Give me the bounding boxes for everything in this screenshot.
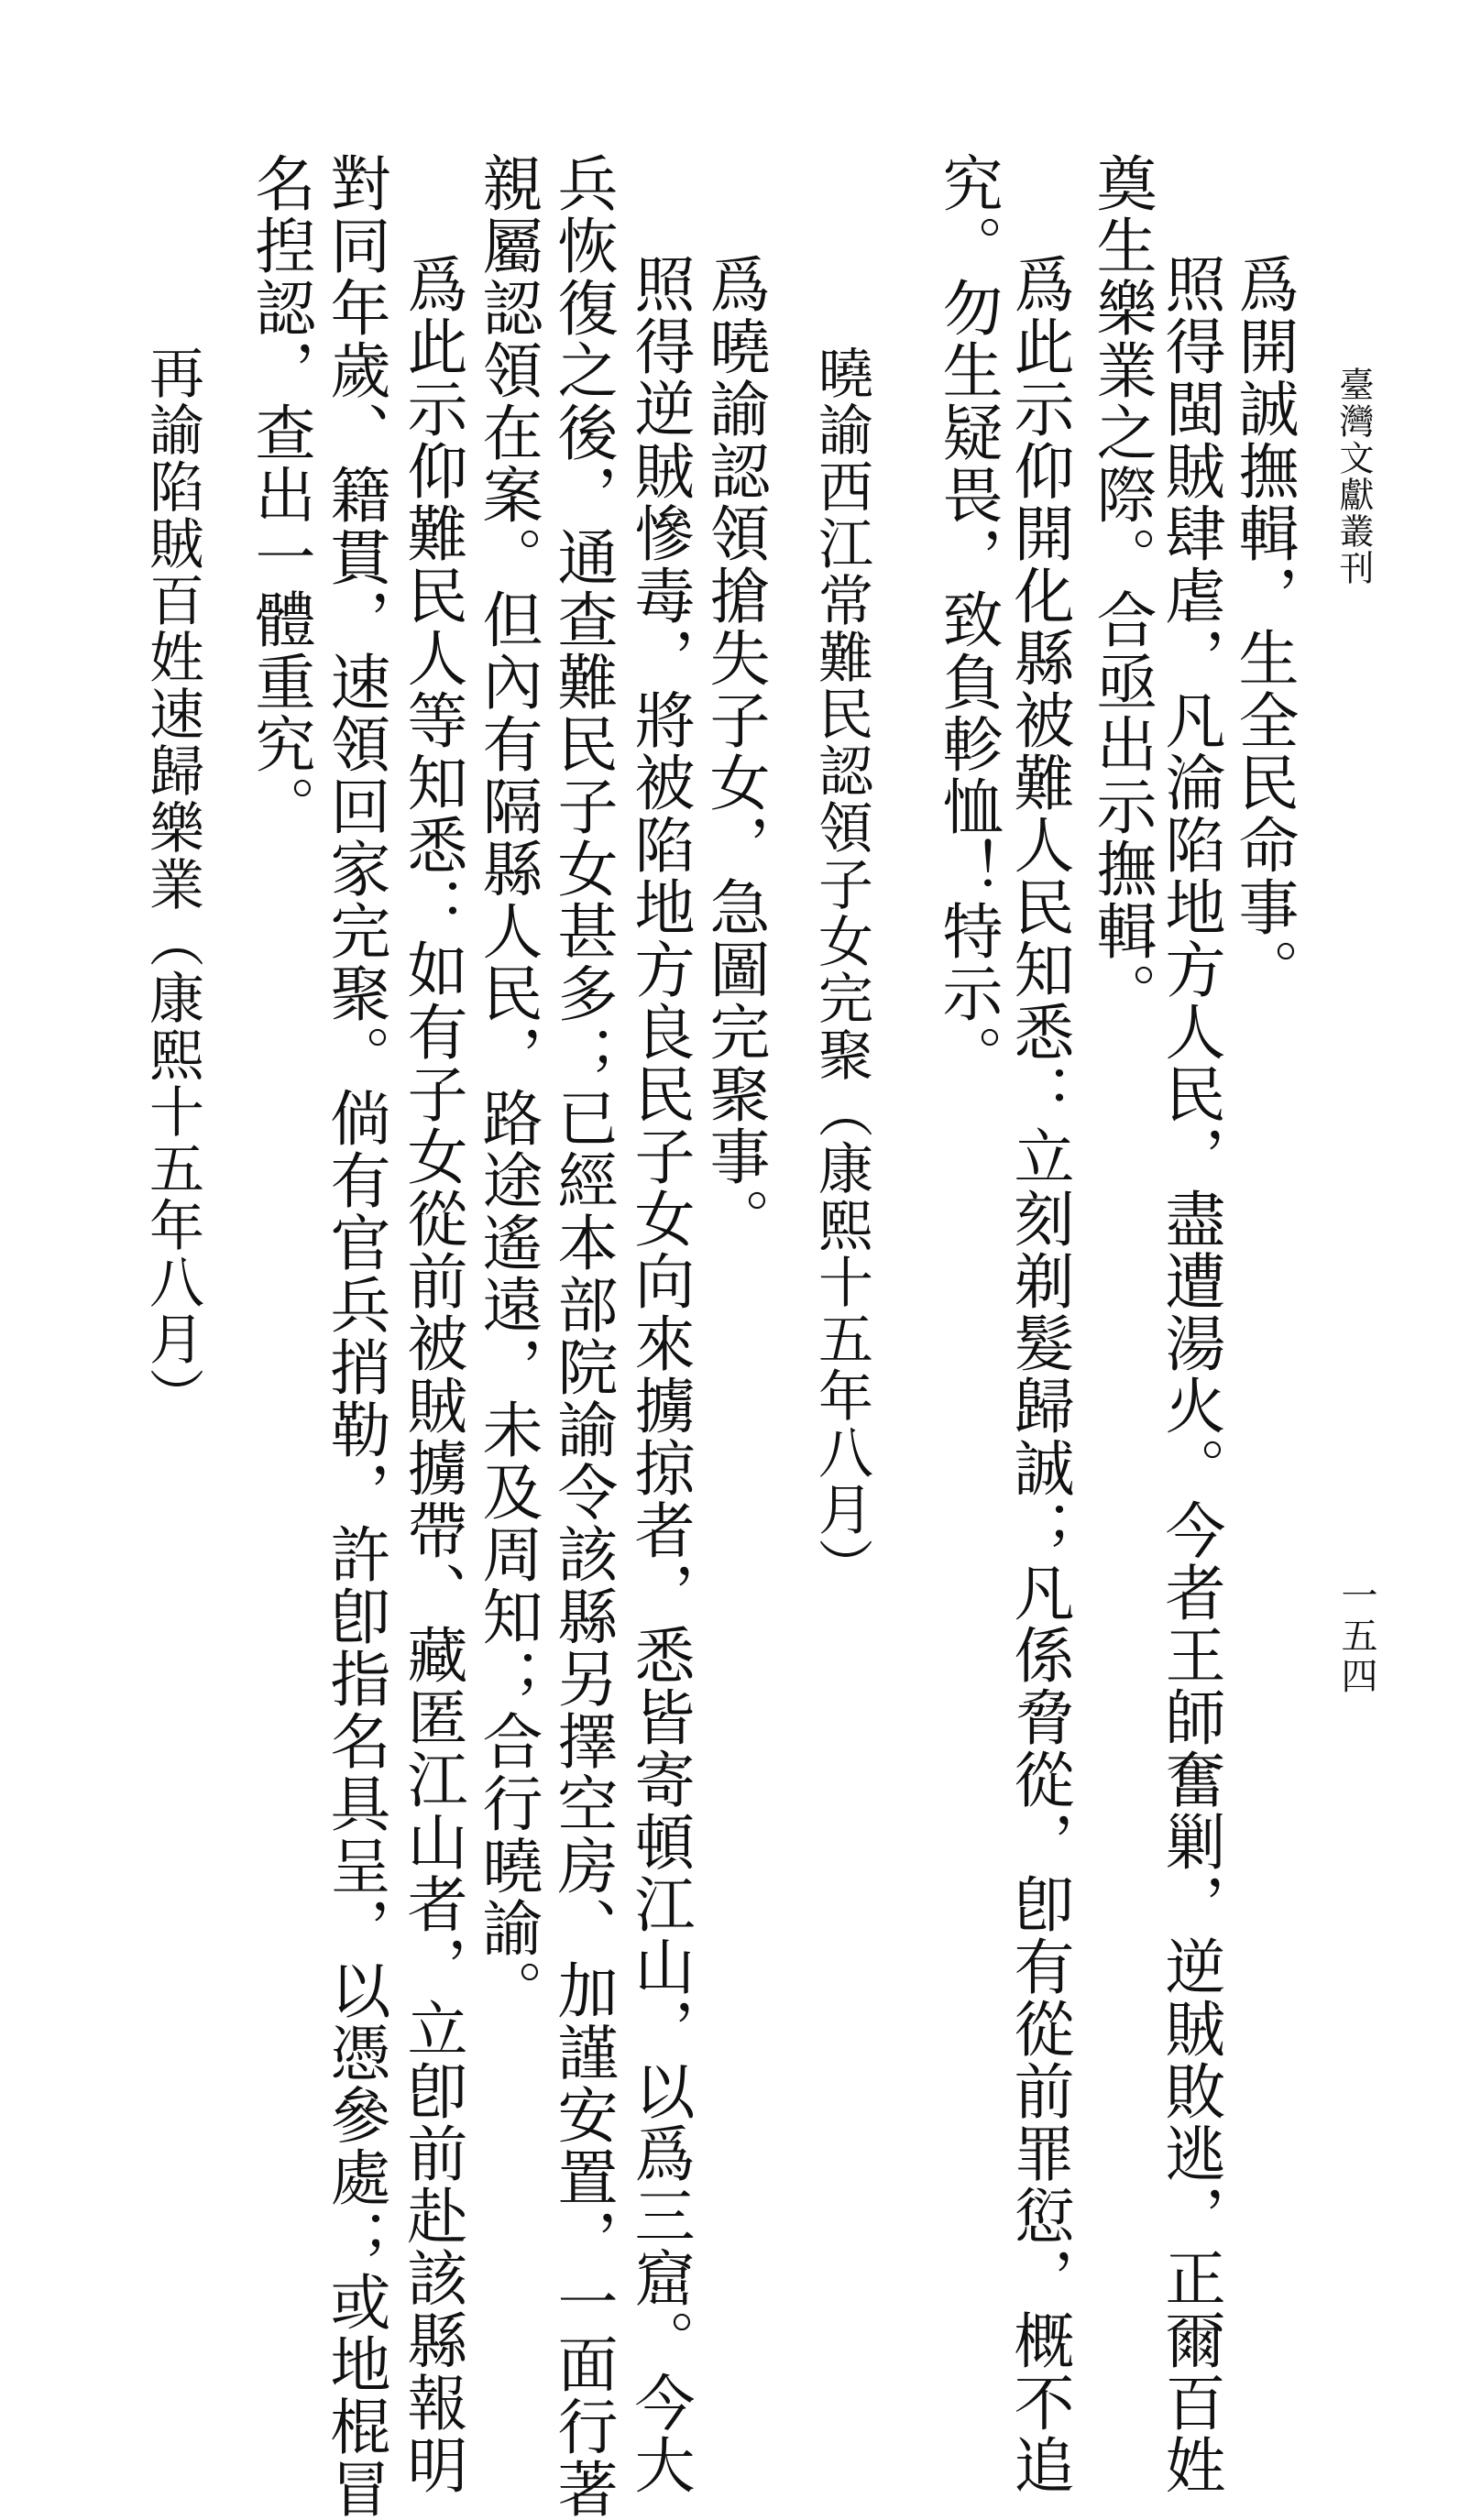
section2-line-3: 兵恢復之後，通查難民子女甚多；已經本部院諭令該縣另擇空房、加謹安置，一面行著 bbox=[547, 152, 618, 2520]
section1-line-1: 爲開誠撫輯，生全民命事。 bbox=[1228, 253, 1299, 1001]
section1-line-5: 究。勿生疑畏，致負軫恤！特示。 bbox=[932, 152, 1003, 1087]
section2-line-2: 照得逆賊慘毒，將被陷地方良民子女向來擄掠者，悉皆寄頓江山，以爲三窟。今大 bbox=[624, 253, 695, 2496]
section2-title: 曉諭西江常難民認領子女完聚（康熙十五年八月） bbox=[809, 345, 873, 1594]
page-number: 一五四 bbox=[1335, 1576, 1377, 1697]
running-title: 臺灣文獻叢刊 bbox=[1333, 367, 1374, 586]
section1-line-2: 照得閩賊肆虐，凡淪陷地方人民，盡遭湯火。今者王師奮剿，逆賊敗逃，正爾百姓 bbox=[1155, 253, 1225, 2496]
section2-line-6: 對同年歲、籍貫，速領回家完聚。倘有官兵捎勒，許卽指名具呈，以憑參處；或地棍冒 bbox=[320, 152, 390, 2520]
section2-line-5: 爲此示仰難民人等知悉：如有子女從前被賊擄帶、藏匿江山者，立卽前赴該縣報明 bbox=[397, 253, 467, 2496]
section2-line-1: 爲曉諭認領搶失子女，急圖完聚事。 bbox=[699, 253, 770, 1250]
section1-line-3: 奠生樂業之際。合亟出示撫輯。 bbox=[1086, 152, 1157, 1024]
section3-title: 再諭陷賊百姓速歸樂業（康熙十五年八月） bbox=[140, 345, 204, 1424]
section2-line-7: 名揑認，查出一體重究。 bbox=[245, 152, 315, 838]
section2-line-4: 親屬認領在案。但內有隔縣人民，路途遙遠，未及周知；合行曉諭。 bbox=[472, 152, 543, 2021]
section1-line-4: 爲此示仰開化縣被難人民知悉：立刻剃髮歸誠；凡係脅從，卽有從前罪愆，概不追 bbox=[1004, 253, 1074, 2496]
